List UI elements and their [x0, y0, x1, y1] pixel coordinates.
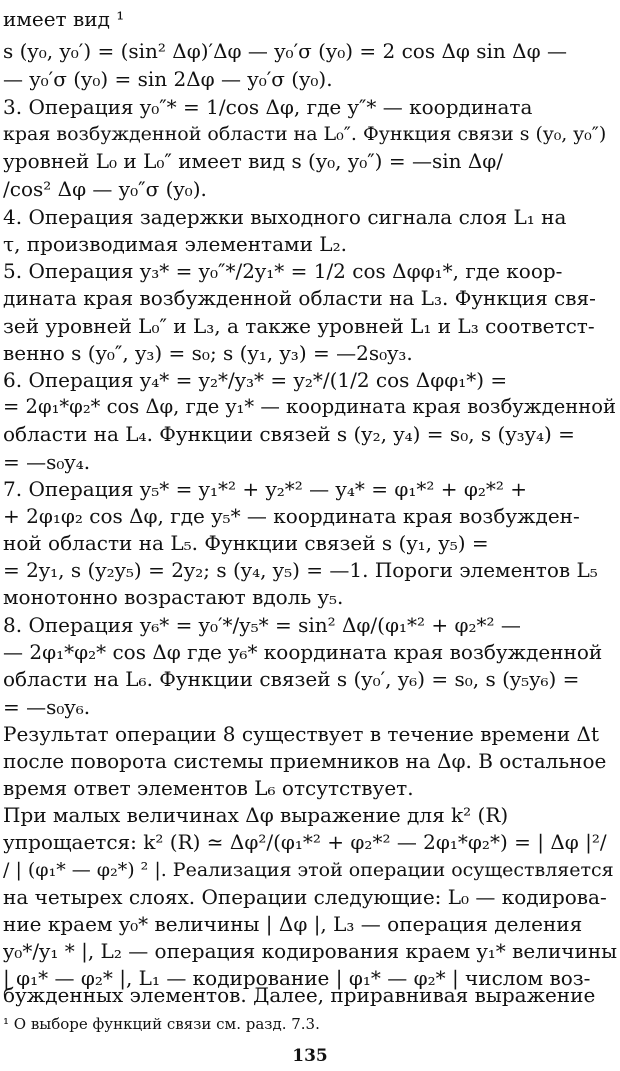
text-line: 7. Операция y₅* = y₁*² + y₂*² — y₄* = φ₁*² + φ₂*² +	[3, 477, 527, 501]
text-line: / | (φ₁* — φ₂*) ² |. Реализация этой операции осуществляется	[3, 859, 614, 881]
text-line: ние краем y₀* величины | Δφ |, L₃ — операция деления	[3, 912, 583, 936]
text-line: = —s₀y₄.	[3, 450, 91, 474]
text-line: время ответ элементов L₆ отсутствует.	[3, 776, 414, 800]
text-line: + 2φ₁φ₂ cos Δφ, где y₅* — координата края возбужден-	[3, 504, 580, 528]
text-line: края возбужденной области на L₀″. Функция связи s (y₀, y₀″)	[3, 123, 607, 145]
text-line: дината края возбужденной области на L₃. Функция свя-	[3, 286, 596, 310]
text-line: Результат операции 8 существует в течение времени Δt	[3, 722, 600, 746]
text-line: 8. Операция y₆* = y₀′*/y₅* = sin² Δφ/(φ₁*² + φ₂*² —	[3, 613, 521, 637]
text-line: области на L₄. Функции связей s (y₂, y₄) = s₀, s (y₃y₄) =	[3, 422, 575, 446]
text-line: При малых величинах Δφ выражение для k² (R)	[3, 803, 509, 827]
text-line: уровней L₀ и L₀″ имеет вид s (y₀, y₀″) = —sin Δφ/	[3, 149, 504, 173]
text-line: = 2φ₁*φ₂* cos Δφ, где y₁* — координата края возбужденной	[3, 395, 616, 418]
text-line: венно s (y₀″, y₃) = s₀; s (y₁, y₃) = —2s₀y₃.	[3, 341, 413, 365]
text-line: зей уровней L₀″ и L₃, а также уровней L₁ и L₃ соответст-	[3, 314, 595, 338]
text-line: 5. Операция y₃* = y₀″*/2y₁* = 1/2 cos Δφφ₁*, где коор-	[3, 259, 563, 283]
text-line: упрощается: k² (R) ≃ Δφ²/(φ₁*² + φ₂*² — 2φ₁*φ₂*) = | Δφ |²/	[3, 830, 607, 854]
text-line: τ, производимая элементами L₂.	[3, 232, 347, 256]
text-line: — y₀′σ (y₀) = sin 2Δφ — y₀′σ (y₀).	[3, 67, 333, 91]
text-line: y₀*/y₁ * |, L₂ — операция кодирования краем y₁* величины	[3, 939, 617, 963]
footnote: ¹ О выборе функций связи см. разд. 7.3.	[3, 1015, 320, 1033]
text-line: = —s₀y₆.	[3, 695, 91, 719]
text-line: области на L₆. Функции связей s (y₀′, y₆) = s₀, s (y₅y₆) =	[3, 667, 580, 691]
text-line: = 2y₁, s (y₂y₅) = 2y₂; s (y₄, y₅) = —1. Пороги элементов L₅	[3, 558, 598, 582]
text-line: ной области на L₅. Функции связей s (y₁, y₅) =	[3, 531, 489, 555]
text-line: | φ₁* — φ₂* |, L₁ — кодирование | φ₁* — φ₂* | числом воз-	[3, 966, 591, 990]
text-line: — 2φ₁*φ₂* cos Δφ где y₆* координата края возбужденной	[3, 640, 603, 664]
text-line: s (y₀, y₀′) = (sin² Δφ)′Δφ — y₀′σ (y₀) = 2 cos Δφ sin Δφ —	[3, 39, 567, 63]
page-number: 135	[292, 1046, 328, 1066]
text-line: имеет вид ¹	[3, 7, 125, 31]
text-line: 3. Операция y₀″* = 1/cos Δφ, где y″* — координата	[3, 95, 533, 119]
text-line: на четырех слоях. Операции следующие: L₀ — кодирова-	[3, 885, 607, 909]
text-line: 6. Операция y₄* = y₂*/y₃* = y₂*/(1/2 cos Δφφ₁*) =	[3, 368, 508, 392]
text-line: 4. Операция задержки выходного сигнала слоя L₁ на	[3, 205, 567, 229]
text-line: бужденных элементов. Далее, приравнивая выражение	[3, 983, 596, 1007]
text-line: /cos² Δφ — y₀″σ (y₀).	[3, 177, 207, 201]
text-line: монотонно возрастают вдоль y₅.	[3, 585, 344, 609]
text-line: после поворота системы приемников на Δφ. В остальное	[3, 749, 607, 773]
